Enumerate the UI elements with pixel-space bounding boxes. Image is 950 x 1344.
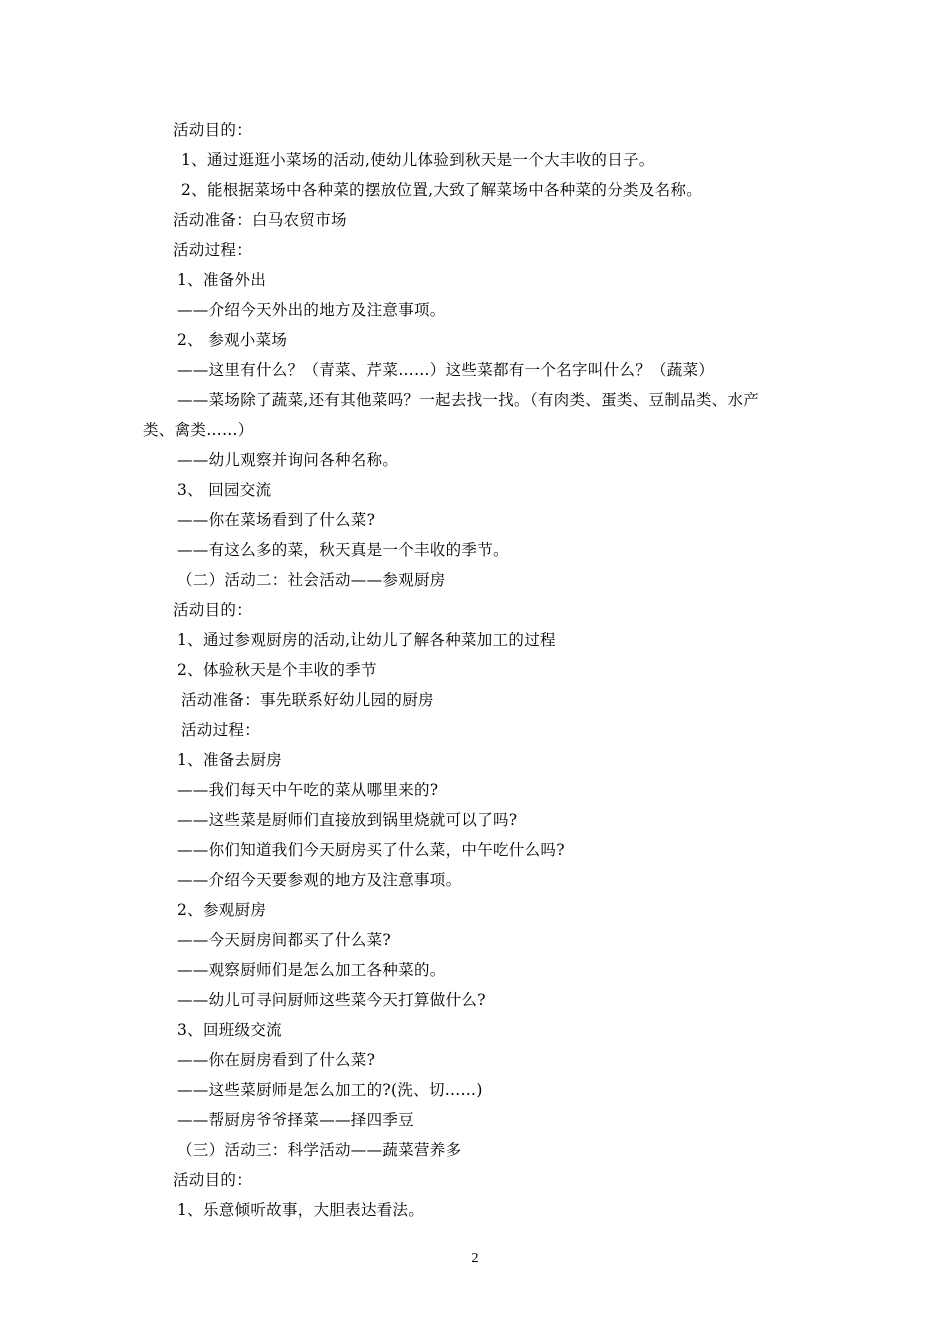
text-line-20: 活动准备：事先联系好幼儿园的厨房 (181, 691, 434, 709)
text-line-24: ——这些菜是厨师们直接放到锅里烧就可以了吗? (177, 811, 518, 829)
section-heading-2: （二）活动二：社会活动——参观厨房 (177, 571, 446, 589)
text-line-30: ——幼儿可寻问厨师这些菜今天打算做什么? (177, 991, 486, 1009)
text-line-31: 3、回班级交流 (177, 1021, 282, 1039)
text-line-36: 活动目的： (173, 1171, 253, 1189)
text-line-29: ——观察厨师们是怎么加工各种菜的。 (177, 961, 446, 979)
text-line-14: ——你在菜场看到了什么菜? (177, 511, 376, 529)
text-line-27: 2、参观厨房 (177, 901, 267, 919)
text-line-15: ——有这么多的菜，秋天真是一个丰收的季节。 (177, 541, 509, 559)
text-line-22: 1、准备去厨房 (177, 751, 282, 769)
text-line-23: ——我们每天中午吃的菜从哪里来的? (177, 781, 439, 799)
text-line-21: 活动过程： (181, 721, 261, 739)
text-line-5: 活动过程： (173, 241, 253, 259)
section-heading-3: （三）活动三：科学活动——蔬菜营养多 (177, 1141, 462, 1159)
text-line-10: ——菜场除了蔬菜,还有其他菜吗？一起去找一找。（有肉类、蛋类、豆制品类、水产 (177, 391, 760, 409)
text-line-28: ——今天厨房间都买了什么菜? (177, 931, 392, 949)
text-line-17: 活动目的： (173, 601, 253, 619)
text-line-18: 1、通过参观厨房的活动,让幼儿了解各种菜加工的过程 (177, 631, 556, 649)
page-number: 2 (471, 1251, 479, 1266)
text-line-6: 1、准备外出 (177, 271, 267, 289)
text-line-37: 1、乐意倾听故事，大胆表达看法。 (177, 1201, 425, 1219)
text-line-11: 类、禽类……） (143, 421, 254, 439)
text-line-9: ——这里有什么？（青菜、芹菜……）这些菜都有一个名字叫什么？（蔬菜） (177, 361, 715, 379)
text-line-7: ——介绍今天外出的地方及注意事项。 (177, 301, 446, 319)
text-line-4: 活动准备：白马农贸市场 (173, 211, 347, 229)
text-line-1: 活动目的： (173, 121, 253, 139)
text-line-8: 2、 参观小菜场 (177, 331, 288, 349)
text-line-26: ——介绍今天要参观的地方及注意事项。 (177, 871, 462, 889)
text-line-34: ——帮厨房爷爷择菜——择四季豆 (177, 1111, 415, 1129)
text-line-19: 2、体验秋天是个丰收的季节 (177, 661, 377, 679)
text-line-13: 3、 回园交流 (177, 481, 272, 499)
text-line-33: ——这些菜厨师是怎么加工的?(洗、切……) (177, 1081, 483, 1099)
text-line-32: ——你在厨房看到了什么菜? (177, 1051, 376, 1069)
text-line-2: 1、通过逛逛小菜场的活动,使幼儿体验到秋天是一个大丰收的日子。 (181, 151, 655, 169)
text-line-25: ——你们知道我们今天厨房买了什么菜，中午吃什么吗? (177, 841, 565, 859)
text-line-3: 2、能根据菜场中各种菜的摆放位置,大致了解菜场中各种菜的分类及名称。 (181, 181, 702, 199)
text-line-12: ——幼儿观察并询问各种名称。 (177, 451, 399, 469)
